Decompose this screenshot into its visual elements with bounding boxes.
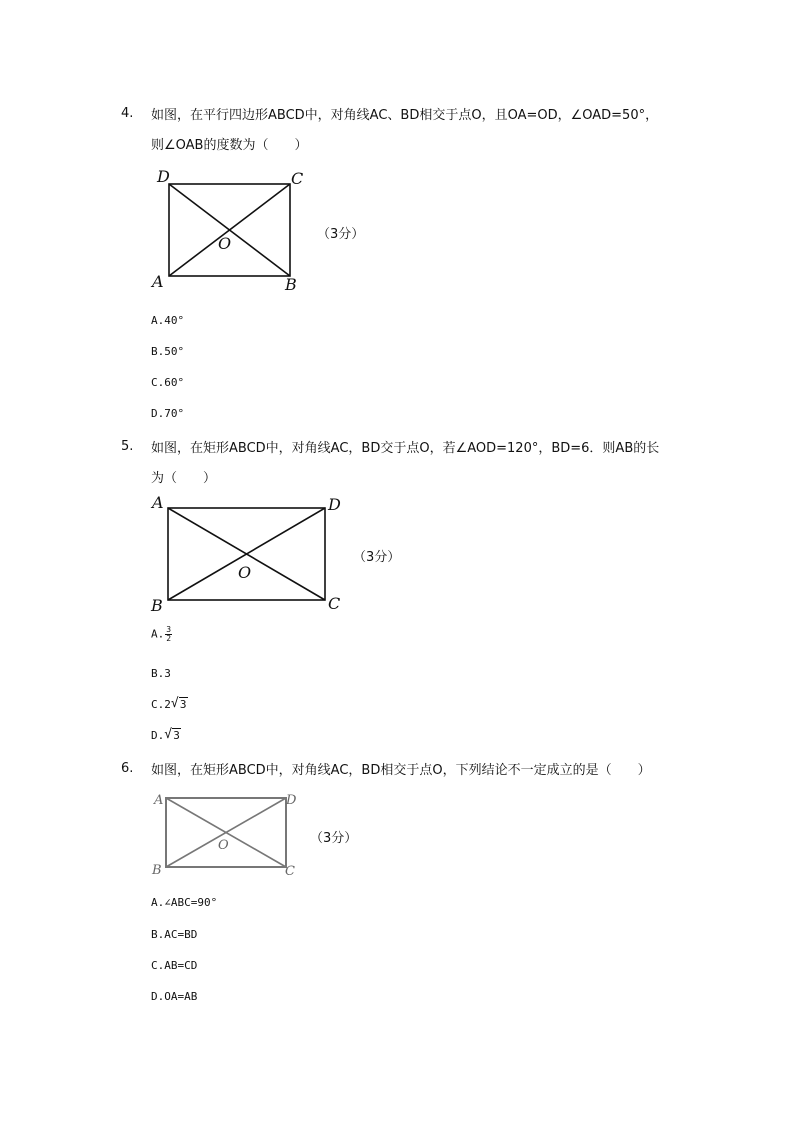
question-6-score: （3分） xyxy=(310,831,358,846)
question-6-option-c: C.AB=CD xyxy=(151,959,198,972)
question-6-text-line1: 如图，在矩形ABCD中，对角线AC，BD相交于点O，下列结论不一定成立的是（ ） xyxy=(151,763,651,778)
label-o: O xyxy=(238,563,252,582)
question-4-number: 4. xyxy=(121,106,134,121)
question-6-option-b: B.AC=BD xyxy=(151,928,198,941)
question-5-number: 5. xyxy=(121,439,134,454)
question-4-option-c: C.60° xyxy=(151,376,185,389)
label-a: A xyxy=(152,272,164,291)
question-4-option-b: B.50° xyxy=(151,345,185,358)
label-b: B xyxy=(151,596,163,615)
question-4-option-d: D.70° xyxy=(151,407,185,420)
fraction-three-halves xyxy=(165,626,172,643)
question-4-text-line2: 则∠OAB的度数为（ ） xyxy=(151,138,308,153)
question-6-option-d: D.OA=AB xyxy=(151,990,198,1003)
question-5-option-a xyxy=(151,626,172,643)
label-c: C xyxy=(285,864,295,879)
option-a-prefix: A. xyxy=(151,627,165,641)
label-b: B xyxy=(152,863,162,878)
question-4-figure xyxy=(150,166,320,296)
label-b: B xyxy=(285,275,297,294)
question-5-option-c xyxy=(151,698,188,711)
sqrt-symbol: √ 3 xyxy=(170,696,187,711)
question-5-figure xyxy=(148,490,358,615)
question-4-score: （3分） xyxy=(317,227,365,242)
sqrt-symbol: √ 3 xyxy=(164,727,180,742)
label-a: A xyxy=(154,793,164,808)
question-4-text-line1: 如图，在平行四边形ABCD中，对角线AC、BD相交于点O，且OA=OD，∠OAD=50°， xyxy=(151,108,659,123)
question-5-option-b: B.3 xyxy=(151,667,171,680)
question-6-option-a: A.∠ABC=90° xyxy=(151,896,218,909)
question-5-text-line1: 如图，在矩形ABCD中，对角线AC，BD交于点O，若∠AOD=120°，BD=6．则AB的长 xyxy=(151,441,660,456)
label-c: C xyxy=(291,169,304,188)
option-c-prefix: C.2 xyxy=(151,698,171,711)
label-o: O xyxy=(218,838,229,853)
radicand: 3 xyxy=(173,729,180,742)
label-a: A xyxy=(152,493,164,512)
fraction-denominator: 2 xyxy=(166,634,172,643)
label-c: C xyxy=(328,594,341,613)
question-5-text-line2: 为（ ） xyxy=(151,471,217,486)
radicand: 3 xyxy=(179,698,187,711)
question-6-number: 6. xyxy=(121,761,134,776)
question-4-option-a: A.40° xyxy=(151,314,185,327)
option-d-prefix: D. xyxy=(151,729,165,742)
question-6-figure xyxy=(150,789,310,879)
question-5-option-d xyxy=(151,729,181,742)
question-5-score: （3分） xyxy=(353,550,401,565)
label-o: O xyxy=(218,234,232,253)
label-d: D xyxy=(157,167,170,186)
label-d: D xyxy=(286,793,297,808)
fraction-numerator: 3 xyxy=(166,625,172,634)
label-d: D xyxy=(328,495,341,514)
